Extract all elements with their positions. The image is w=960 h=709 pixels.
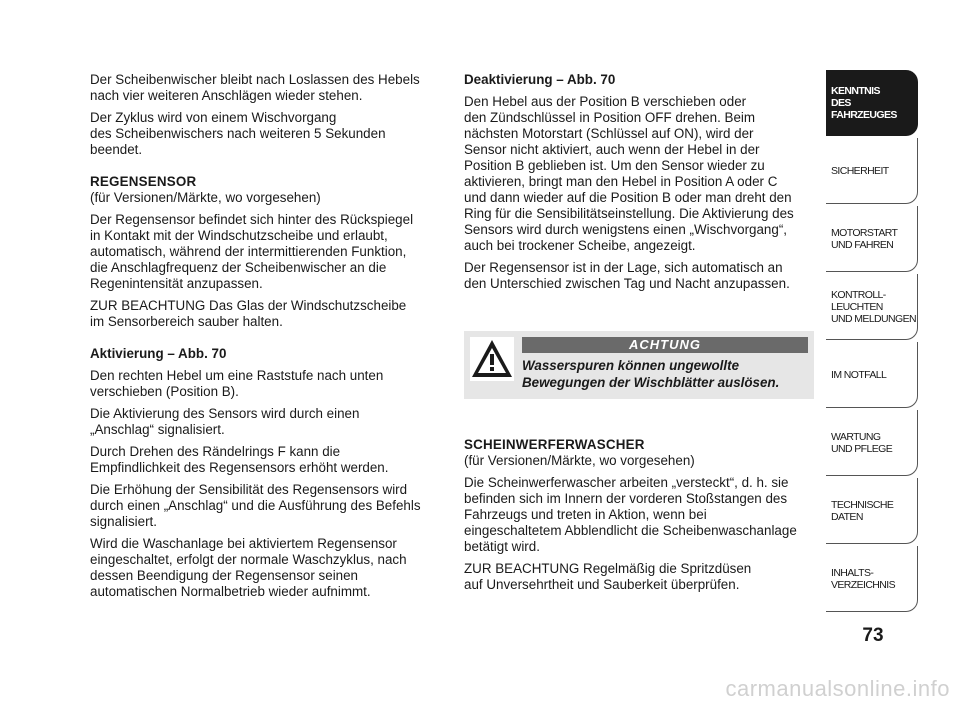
watermark: carmanualsonline.info [725,676,950,701]
tab-kenntnis-des-fahrzeuges[interactable]: KENNTNIS DES FAHRZEUGES [826,70,918,136]
paragraph: Die Aktivierung des Sensors wird durch einen „Anschlag“ signalisiert. [90,406,360,437]
paragraph: Den Hebel aus der Position B verschieben oder den Zündschlüssel in Position OFF drehen. Beim nächsten Motorstart (Schlüssel auf ON), wird der Sensor nicht aktiviert, auch wenn der Hebel in der Position B geblieben ist. Um den Sensor wieder zu aktivieren, bringt man den Hebel in Position A oder C und dann wieder auf die Position B oder man dreht den Ring für die Sensibilitätseinstellung. Die Aktivierung des Sensors wird durch wenigstens einen „Wischvorgang“, auch bei trockener Scheibe, angezeigt. [464,94,794,253]
right-column [464,72,814,298]
right-column-lower [464,437,814,599]
deactivation-heading: Deaktivierung – Abb. 70 [464,72,616,87]
tab-technische-daten[interactable]: TECHNISCHE DATEN [826,478,918,544]
section-subheading: (für Versionen/Märkte, wo vorgesehen) [464,453,695,468]
section-heading-rain-sensor: REGENSENSOR [90,174,197,189]
paragraph: Der Scheibenwischer bleibt nach Loslassen des Hebels nach vier weiteren Anschlägen wieder stehen. [90,72,420,103]
paragraph: Der Zyklus wird von einem Wischvorgang des Scheibenwischers nach weiteren 5 Sekunden beendet. [90,110,386,157]
paragraph: Durch Drehen des Rändelrings F kann die Empfindlichkeit des Regensensors erhöht werden. [90,444,389,475]
tab-kontrollleuchten[interactable]: KONTROLL- LEUCHTEN UND MELDUNGEN [826,274,918,340]
paragraph: ZUR BEACHTUNG Regelmäßig die Spritzdüsen auf Unversehrtheit und Sauberkeit überprüfen. [464,561,752,592]
tab-inhaltsverzeichnis[interactable]: INHALTS- VERZEICHNIS [826,546,918,612]
section-heading-headlamp-washer: SCHEINWERFERWASCHER [464,437,645,452]
warning-label: ACHTUNG [522,337,808,353]
tab-im-notfall[interactable]: IM NOTFALL [826,342,918,408]
warning-box [464,331,814,399]
section-subheading: (für Versionen/Märkte, wo vorgesehen) [90,190,321,205]
activation-heading: Aktivierung – Abb. 70 [90,346,227,361]
paragraph: Den rechten Hebel um eine Raststufe nach unten verschieben (Position B). [90,368,384,399]
tab-wartung-und-pflege[interactable]: WARTUNG UND PFLEGE [826,410,918,476]
paragraph: Wird die Waschanlage bei aktiviertem Regensensor eingeschaltet, erfolgt der normale Waschzyklus, nach dessen Beendigung der Regensensor seinen automatischen Normalbetrieb wieder aufnimmt. [90,536,407,599]
paragraph: Die Scheinwerferwascher arbeiten „versteckt“, d. h. sie befinden sich im Innern der vorderen Stoßstangen des Fahrzeugs und treten in Aktion, wenn bei eingeschaltetem Abblendlicht die Scheibenwaschanlage betätigt wird. [464,475,797,554]
warning-triangle-icon [470,337,514,381]
paragraph: ZUR BEACHTUNG Das Glas der Windschutzscheibe im Sensorbereich sauber halten. [90,298,407,329]
paragraph: Der Regensensor ist in der Lage, sich automatisch an den Unterschied zwischen Tag und Nacht anzupassen. [464,260,790,291]
tab-motorstart-und-fahren[interactable]: MOTORSTART UND FAHREN [826,206,918,272]
page-number: 73 [862,625,884,646]
paragraph: Der Regensensor befindet sich hinter des Rückspiegel in Kontakt mit der Windschutzscheibe und erlaubt, automatisch, während der intermittierenden Funktion, die Anschlagfrequenz der Scheibenwischer an die Regenintensität anzupassen. [90,212,414,291]
left-column [90,72,440,606]
warning-text: Wasserspuren können ungewollte Bewegungen der Wischblätter auslösen. [522,358,780,390]
tab-sicherheit[interactable]: SICHERHEIT [826,138,918,204]
paragraph: Die Erhöhung der Sensibilität des Regensensors wird durch einen „Anschlag“ und die Ausführung des Befehls signalisiert. [90,482,421,529]
